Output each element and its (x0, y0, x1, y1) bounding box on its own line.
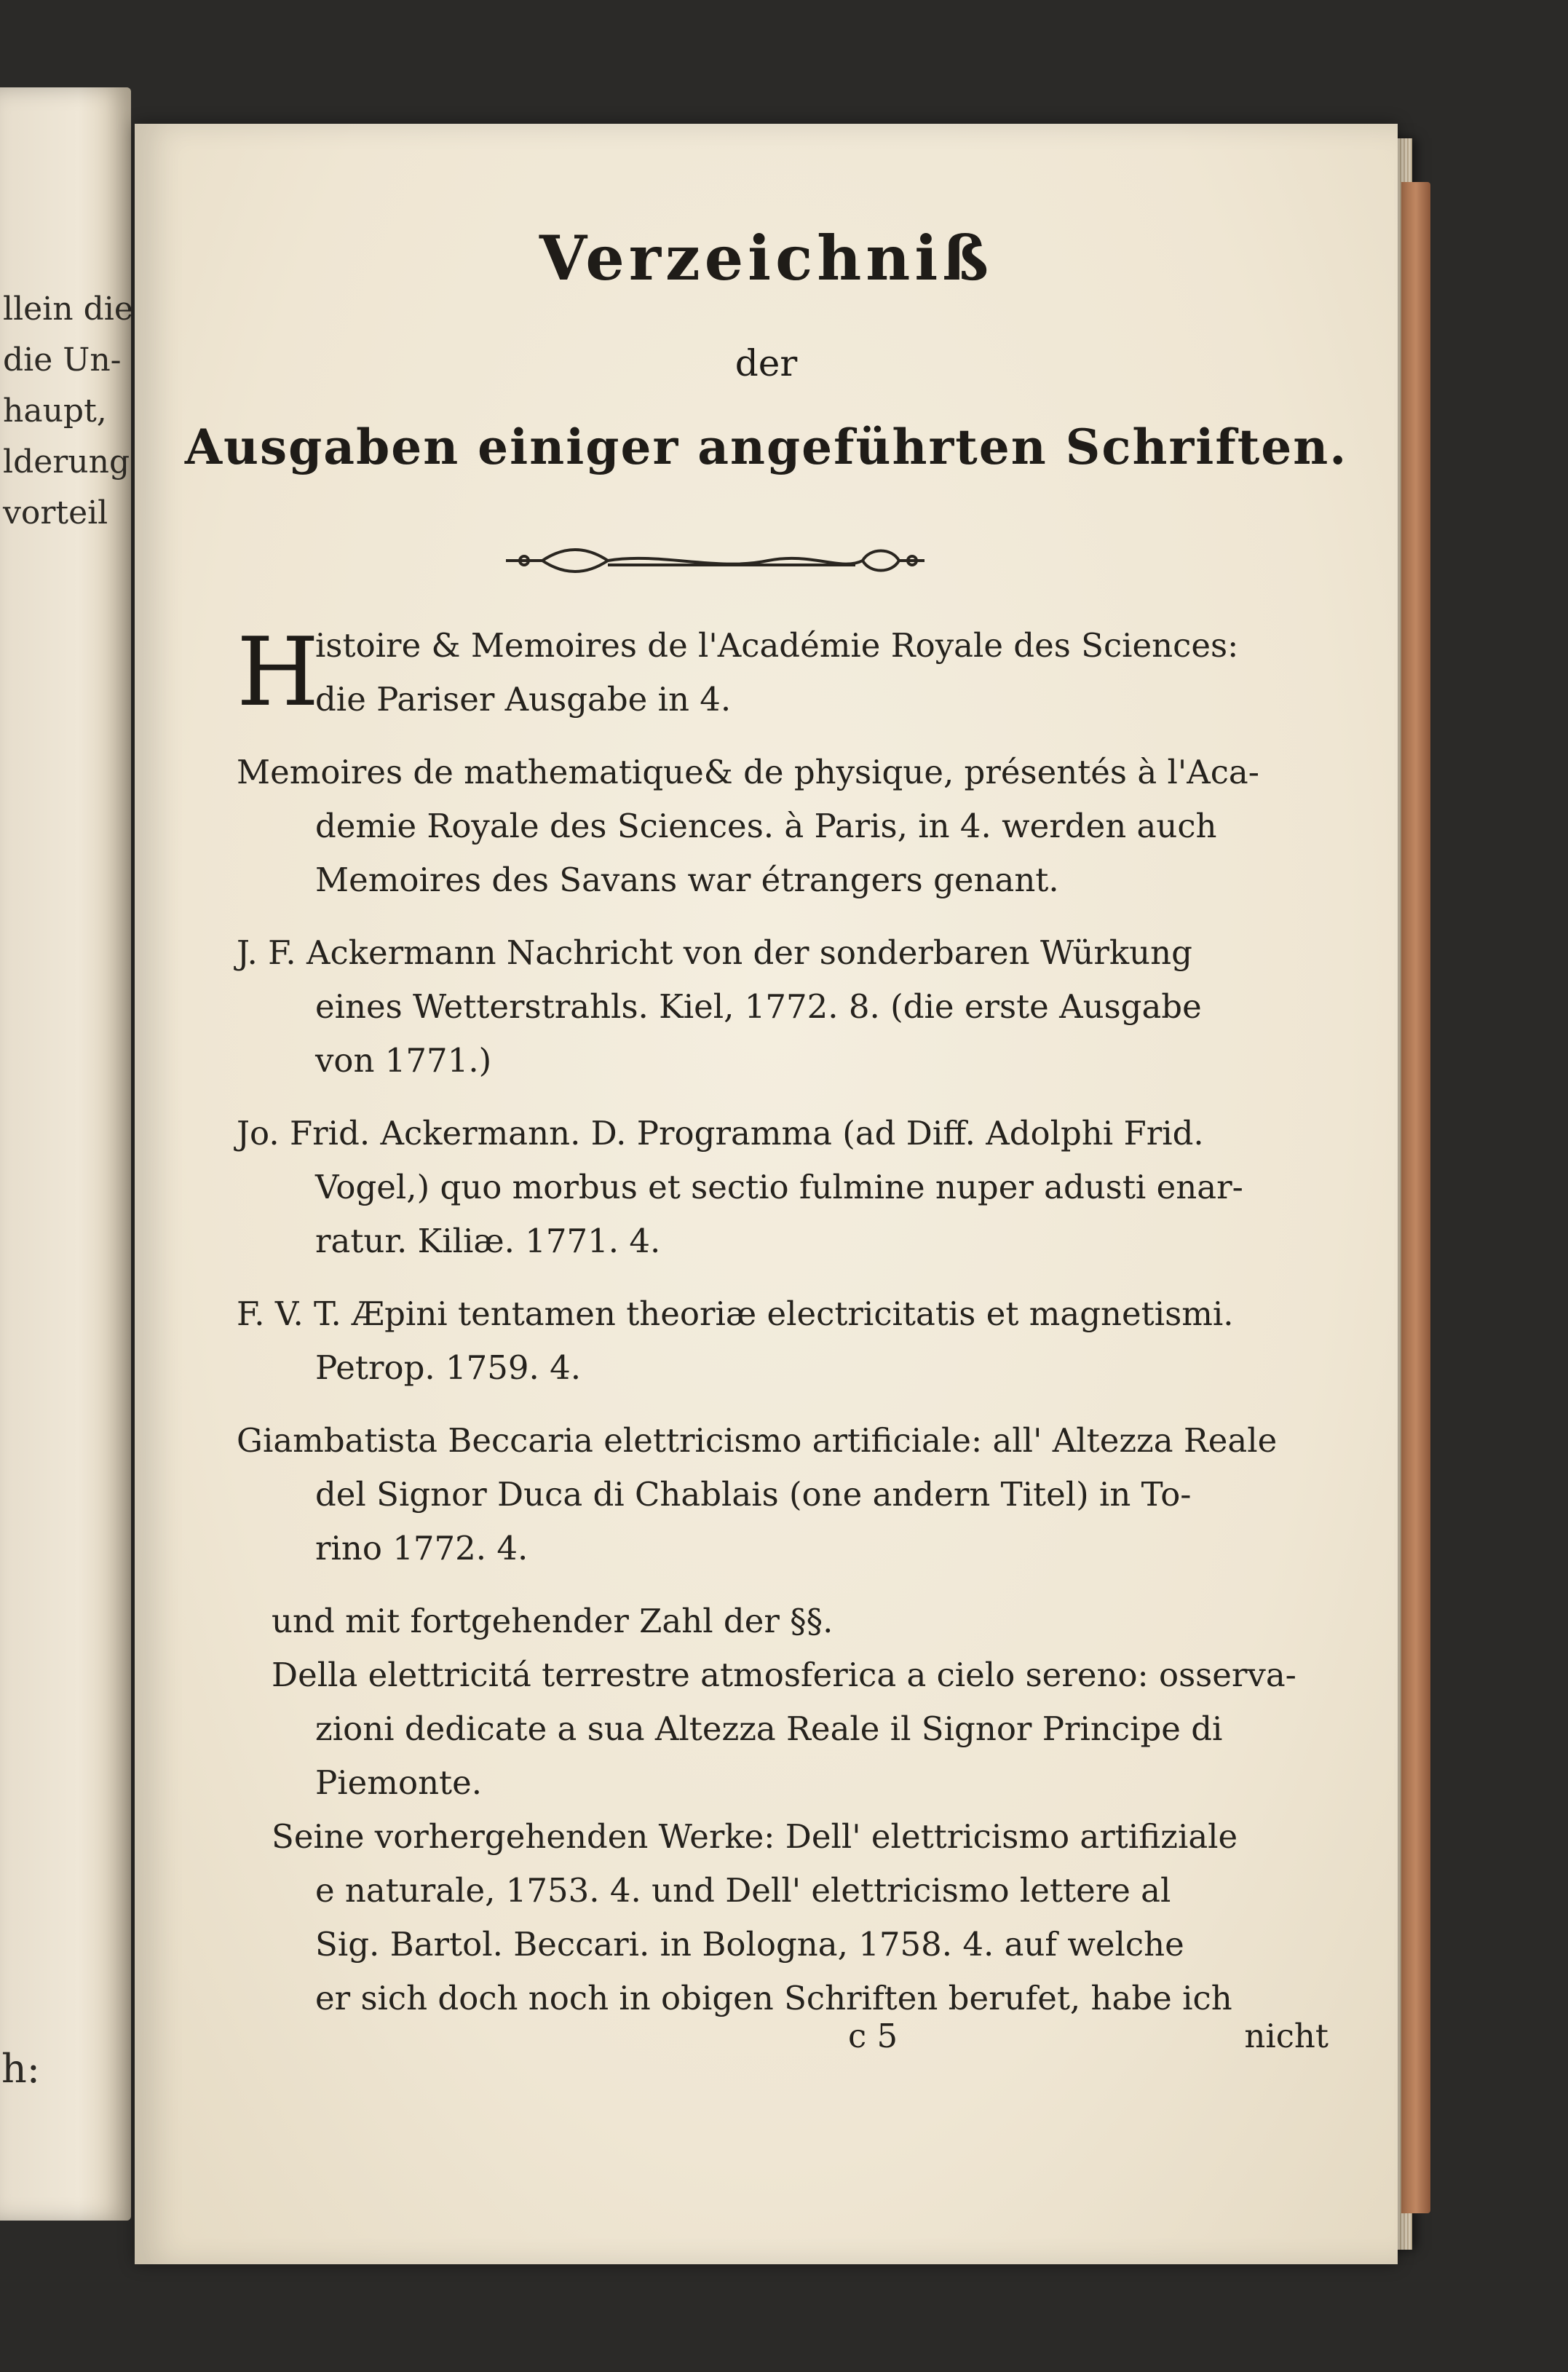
previous-page-line: die Un- (3, 341, 122, 379)
entry-line: die Pariser Ausgabe in 4. (315, 680, 732, 719)
bibliography-entry (237, 619, 1329, 727)
entry-line: e naturale, 1753. 4. und Dell' elettricismo lettere al (315, 1871, 1171, 1910)
bibliography-subentry (237, 1810, 1329, 2025)
entry-line: Memoires des Savans war étrangers genant. (315, 861, 1059, 899)
entry-line: Memoires de mathematique& de physique, présentés à l'Aca- (237, 753, 1259, 791)
entry-line: Vogel,) quo morbus et sectio fulmine nuper adusti enar- (315, 1168, 1243, 1206)
bibliography-entry (237, 1414, 1329, 1576)
bibliography-entry (237, 1287, 1329, 1395)
entry-line: er sich doch noch in obigen Schriften berufet, habe ich (315, 1979, 1232, 2017)
ornament-divider-icon (499, 539, 928, 582)
page-title-connector: der (734, 342, 798, 384)
entry-line: Della elettricitá terrestre atmosferica a cielo sereno: osserva- (272, 1656, 1296, 1694)
page-footer (237, 2017, 1329, 2068)
entry-line: J. F. Ackermann Nachricht von der sonderbaren Würkung (237, 933, 1192, 972)
entry-line: eines Wetterstrahls. Kiel, 1772. 8. (die erste Ausgabe (315, 987, 1202, 1026)
bibliography-entry (237, 1107, 1329, 1268)
previous-page-line: haupt, (3, 392, 107, 430)
entry-line: Jo. Frid. Ackermann. D. Programma (ad Diff. Adolphi Frid. (237, 1114, 1204, 1153)
bibliography-entry (237, 926, 1329, 1088)
previous-page-text (3, 284, 133, 539)
entry-line: rino 1772. 4. (315, 1529, 528, 1568)
previous-page-line: llein die (3, 290, 133, 328)
entry-line: ratur. Kiliæ. 1771. 4. (315, 1222, 661, 1260)
entry-line: Seine vorhergehenden Werke: Dell' elettricismo artifiziale (272, 1817, 1238, 1856)
entry-line: Giambatista Beccaria elettricismo artificiale: all' Altezza Reale (237, 1421, 1278, 1460)
bibliography-list (237, 619, 1329, 2044)
entry-line: istoire & Memoires de l'Académie Royale des Sciences: (315, 626, 1239, 665)
entry-line: F. V. T. Æpini tentamen theoriæ electricitatis et magnetismi. (237, 1294, 1234, 1333)
page-subtitle: Ausgaben einiger angeführten Schriften. (184, 419, 1348, 475)
catchword: nicht (1244, 2017, 1329, 2055)
entry-line: Piemonte. (315, 1763, 483, 1802)
book-page (135, 124, 1398, 2264)
previous-page-fragment (0, 87, 131, 2221)
previous-page-line: lderung (3, 443, 130, 481)
book-cover-edge (1401, 182, 1430, 2213)
entry-line: Sig. Bartol. Beccari. in Bologna, 1758. 4. auf welche (315, 1925, 1184, 1964)
entry-line: zioni dedicate a sua Altezza Reale il Signor Principe di (315, 1709, 1223, 1748)
bibliography-subentry (237, 1594, 1329, 1648)
entry-line: demie Royale des Sciences. à Paris, in 4. werden auch (315, 807, 1217, 845)
entry-line: und mit fortgehender Zahl der §§. (272, 1602, 834, 1640)
drop-cap: H (237, 617, 320, 727)
previous-page-bottom-fragment: h: (1, 2046, 40, 2092)
page-title: Verzeichniß (539, 222, 994, 294)
entry-line: del Signor Duca di Chablais (one andern Titel) in To- (315, 1475, 1192, 1514)
entry-line: von 1771.) (315, 1041, 492, 1080)
signature-mark: c 5 (848, 2017, 898, 2055)
bibliography-entry (237, 746, 1329, 907)
previous-page-line: vorteil (3, 494, 108, 531)
entry-line: Petrop. 1759. 4. (315, 1348, 582, 1387)
bibliography-subentry (237, 1648, 1329, 1810)
